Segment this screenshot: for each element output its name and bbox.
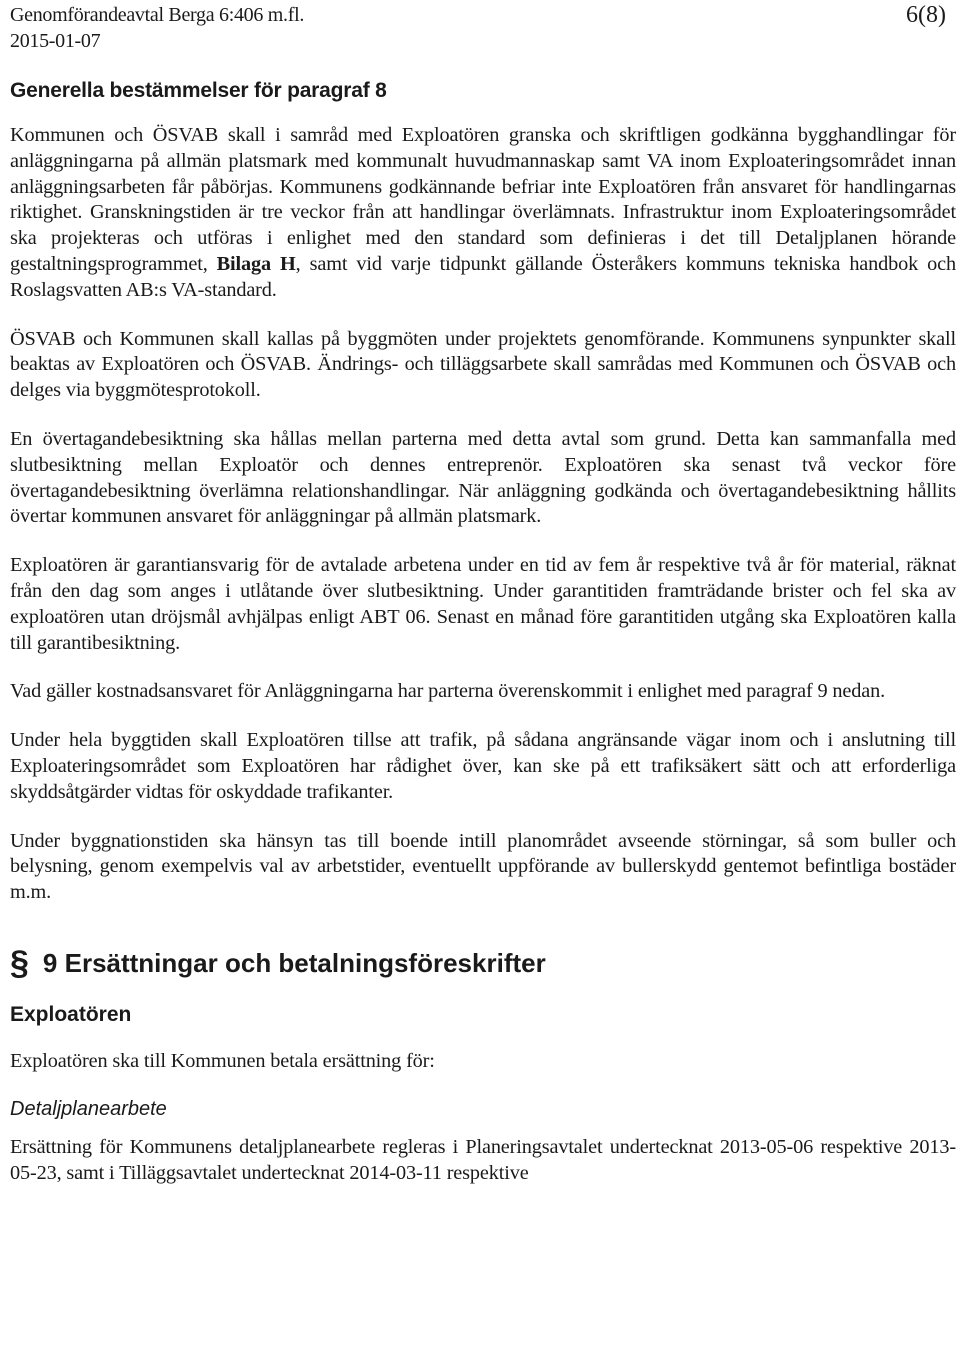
paragraph-inspection: En övertagandebesiktning ska hållas mellan parterna med detta avtal som grund. Detta kan sammanfalla med slutbesiktning mellan Exploatör och dennes entreprenör. Exploatören ska senast två veckor före övertagandebesiktning överlämna relationshandlingar. När anläggning godkända och övertagandebesiktning hållits övertar kommunen ansvaret för anläggningar på allmän platsmark.	[10, 427, 956, 528]
paragraph-compensation-intro: Exploatören ska till Kommunen betala ersättning för:	[10, 1049, 435, 1072]
paragraph-text: Kommunen och ÖSVAB skall i samråd med Exploatören granska och skriftligen godkänna bygghandlingar för anläggningarna på allmän platsmark med kommunalt huvudmannaskap samt VA inom Exploateringsområdet innan anläggningsarbeten får påbörjas. Kommunens godkännande befriar inte Exploatören från ansvaret för handlingarnas riktighet. Granskningstiden är tre veckor från att handlingar överlämnats. Infrastruktur inom Exploateringsområdet ska projekteras och utföras i enlighet med den standard som definieras i det till Detaljplanen hörande gestaltningsprogrammet,	[10, 124, 956, 275]
paragraph-text: , samt vid varje tidpunkt gällande Österåkers kommuns tekniska handbok och Roslagsvatten AB:s VA-standard.	[10, 252, 956, 301]
appendix-reference: Bilaga H	[216, 252, 296, 275]
document-date: 2015-01-07	[10, 30, 101, 52]
header-left	[10, 2, 304, 54]
paragraph-cost-responsibility: Vad gäller kostnadsansvaret för Anläggningarna har parterna överenskommit i enlighet med paragraf 9 nedan.	[10, 680, 886, 703]
section-9-heading	[10, 944, 954, 983]
page-header	[6, 0, 954, 55]
paragraph-traffic: Under hela byggtiden skall Exploatören tillse att trafik, på sådana angränsande vägar inom och i anslutning till Exploateringsområdet som Exploatören har rådighet över, kan ske på ett trafiksäkert sätt och att erforderliga skyddsåtgärder vidtas för oskyddade trafikanter.	[10, 729, 956, 803]
paragraph-disturbance: Under byggnationstiden ska hänsyn tas till boende intill planområdet avseende störningar, så som buller och belysning, genom exempelvis val av arbetstider, eventuellt uppförande av bullerskydd gentemot befintliga bostäder m.m.	[10, 829, 956, 904]
section-9-title: 9 Ersättningar och betalningsföreskrifter	[42, 947, 546, 978]
page-number: 6(8)	[906, 2, 946, 28]
section-sign: §	[10, 943, 29, 982]
paragraph-warranty: Exploatören är garantiansvarig för de avtalade arbetena under en tid av fem år respektive två år för material, räknat från den dag som anges i utlåtande över slutbesiktning. Under garantitiden framträdande brister och fel ska av exploatören utan dröjsmål avhjälpas enligt ABT 06. Senast en månad före garantitiden utgång ska Exploatören kalla till garantibesiktning.	[10, 554, 956, 654]
document-title: Genomförandeavtal Berga 6:406 m.fl.	[10, 4, 305, 26]
subheading-exploator: Exploatören	[10, 1002, 132, 1026]
subheading-detailed-plan-work: Detaljplanearbete	[10, 1097, 167, 1120]
section-8-heading: Generella bestämmelser för paragraf 8	[10, 79, 387, 102]
paragraph-site-meetings: ÖSVAB och Kommunen skall kallas på byggmöten under projektets genomförande. Kommunens synpunkter skall beaktas av Exploatören och ÖSVAB. Ändrings- och tilläggsarbete skall samrådas med Kommunen och ÖSVAB och delges via byggmötesprotokoll.	[10, 327, 956, 402]
paragraph-review-approval	[10, 123, 956, 304]
paragraph-detailed-plan-compensation: Ersättning för Kommunens detaljplanearbete regleras i Planeringsavtalet undertecknat 2013-05-06 respektive 2013-05-23, samt i Tilläggsavtalet undertecknat 2014-03-11 respektive	[10, 1135, 956, 1184]
